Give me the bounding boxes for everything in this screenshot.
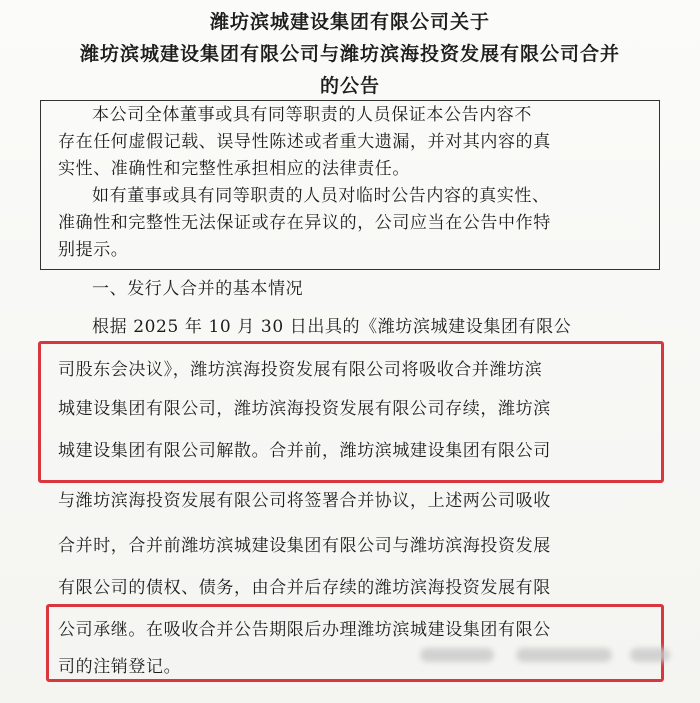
body-line: 司的注销登记。 bbox=[58, 657, 182, 677]
notice-line: 准确性和完整性无法保证或存在异议的，公司应当在公告中作特 bbox=[58, 213, 551, 233]
title-line-1: 潍坊滨城建设集团有限公司关于 bbox=[209, 11, 490, 33]
notice-line: 存在任何虚假记载、误导性陈述或者重大遗漏，并对其内容的真 bbox=[58, 132, 551, 152]
blurred-watermark bbox=[420, 648, 494, 662]
blurred-watermark bbox=[630, 648, 670, 662]
notice-line: 本公司全体董事或具有同等职责的人员保证本公告内容不 bbox=[92, 105, 532, 125]
body-line: 公司承继。在吸收合并公告期限后办理潍坊滨城建设集团有限公 bbox=[58, 620, 551, 640]
section-heading: 一、发行人合并的基本情况 bbox=[92, 279, 304, 299]
notice-line: 如有董事或具有同等职责的人员对临时公告内容的真实性、 bbox=[92, 186, 550, 206]
blurred-watermark bbox=[516, 648, 612, 662]
highlight-box-1 bbox=[38, 341, 664, 483]
body-line: 城建设集团有限公司解散。合并前，潍坊滨城建设集团有限公司 bbox=[58, 441, 551, 461]
notice-line: 别提示。 bbox=[58, 240, 129, 260]
body-line: 合并时，合并前潍坊滨城建设集团有限公司与潍坊滨海投资发展 bbox=[58, 536, 551, 556]
notice-line: 实性、准确性和完整性承担相应的法律责任。 bbox=[58, 159, 410, 179]
highlight-box-2 bbox=[46, 604, 664, 682]
title-line-2: 潍坊滨城建设集团有限公司与潍坊滨海投资发展有限公司合并 bbox=[79, 43, 620, 65]
body-line: 城建设集团有限公司，潍坊滨海投资发展有限公司存续，潍坊滨 bbox=[58, 399, 551, 419]
body-line: 根据 2025 年 10 月 30 日出具的《潍坊滨城建设集团有限公 bbox=[92, 317, 572, 337]
body-line: 有限公司的债权、债务，由合并后存续的潍坊滨海投资发展有限 bbox=[58, 578, 551, 598]
body-line: 司股东会决议》，潍坊滨海投资发展有限公司将吸收合并潍坊滨 bbox=[58, 360, 543, 380]
body-line: 与潍坊滨海投资发展有限公司将签署合并协议，上述两公司吸收 bbox=[58, 491, 551, 511]
title-line-3: 的公告 bbox=[319, 75, 380, 97]
